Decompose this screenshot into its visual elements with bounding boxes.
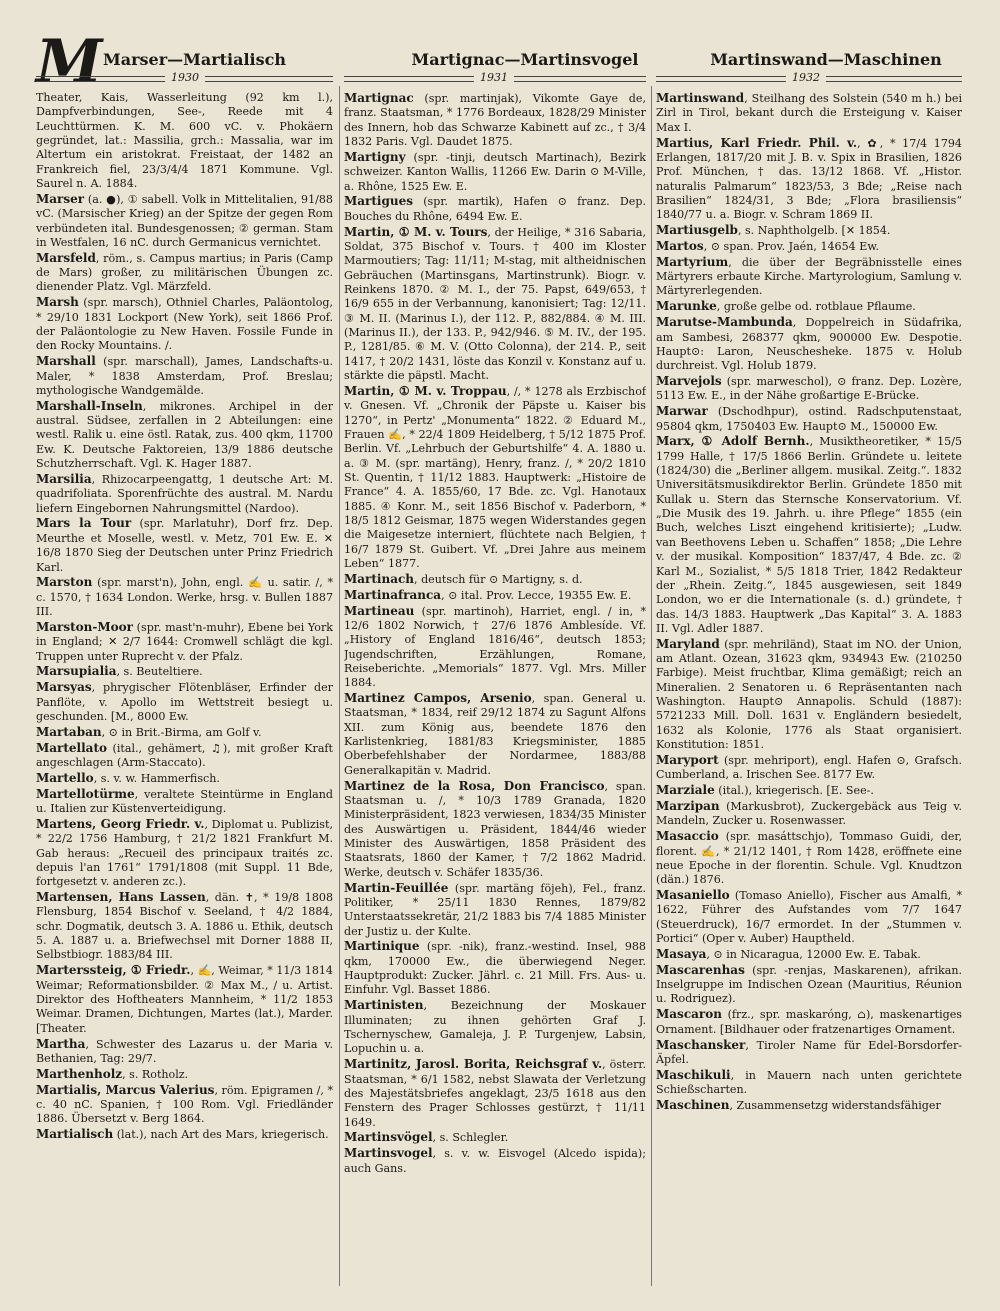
dictionary-entry (36, 741, 333, 771)
dictionary-entry (36, 817, 333, 890)
entry-headword: Marx, ① Adolf Bernh. (656, 434, 810, 449)
entry-headword: Martha (36, 1036, 86, 1051)
entry-text: (spr. marschall), James, Landschafts-u. Maler, * 1838 Amsterdam, Prof. Breslau; mythologische Wandgemälde. (36, 355, 333, 397)
entry-headword: Masaya (656, 946, 707, 961)
entry-text: (spr. martik), Hafen ⊙ franz. Dep. Bouches du Rhône, 6494 Ew. E. (344, 195, 646, 223)
entry-headword: Martinisten (344, 998, 424, 1013)
column-divider (651, 86, 652, 1286)
entry-headword: Martinez de la Rosa, Don Francisco (344, 778, 605, 793)
dictionary-entry (36, 1127, 333, 1142)
dictionary-entry (656, 136, 962, 223)
entry-text: , röm. Epigramen ∕, * c. 40 nC. Spanien, † 100 Rom. Vgl. Friedländer 1886. Übersetzt v. Berg 1864. (36, 1083, 333, 1126)
entry-text: , mikrones. Archipel in der austral. Südsee, zerfallen in 2 Abteilungen: eine westl. Ralik u. eine östl. Ratak, zus. 400 qkm, 11700 Ew. K. Deutsche Faktoreien, 13/9 1886 deutsche Schutzherrschaft. Vgl. K. Hager 1887. (36, 399, 333, 471)
column-number-1: 1930 (165, 72, 205, 84)
entry-headword: Martinez Campos, Arsenio (344, 691, 532, 706)
dictionary-entry (344, 691, 646, 778)
dictionary-entry (344, 779, 646, 880)
entry-text: , Doppelreich in Südafrika, am Sambesi, 268377 qkm, 900000 Ew. Despotie. Haupt⊙: Laron, Neuschesheke. 1875 v. Holub durchreist. Vgl. Holub 1879. (656, 316, 962, 373)
entry-text: , deutsch für ⊙ Martigny, s. d. (414, 572, 583, 586)
dictionary-entry (36, 516, 333, 574)
dictionary-entry (36, 680, 333, 724)
entry-headword: Mars la Tour (36, 516, 132, 531)
entry-text: , phrygischer Flötenbläser, Erfinder der Panflöte, v. Apollo im Wettstreit besiegt u. geschunden. [M., 8000 Ew. (36, 681, 333, 723)
entry-headword: Martineau (344, 603, 415, 618)
entry-headword: Maschansker (656, 1037, 746, 1052)
entry-headword: Marshall-Inseln (36, 398, 143, 413)
running-head-left: Marser—Martialisch (103, 50, 287, 69)
entry-text: (spr. martäng föjeh), Fel., franz. Politiker, * 25/11 1830 Rennes, 1879/82 Unterstaatssekretär, 21/2 1883 bis 7/4 1885 Minister der Justiz u. der Kulte. (344, 881, 646, 938)
dictionary-entry (656, 434, 962, 636)
entry-headword: Marsupialia (36, 664, 117, 679)
entry-text: (spr. marsch), Othniel Charles, Paläontolog, * 29/10 1831 Lockport (New York), seit 1866 Prof. der Paläontologie zu New Haven. Fossile Funde in den Rocky Mountains. ∕. (36, 296, 333, 353)
entry-text: , s. Rotholz. (122, 1067, 189, 1081)
entry-headword: Martin, ① M. v. Troppau (344, 383, 507, 398)
dictionary-entry (344, 1146, 646, 1176)
entry-headword: Marser (36, 191, 85, 206)
dictionary-entry (344, 1057, 646, 1130)
entry-headword: Martellotürme (36, 786, 135, 801)
entry-headword: Maryport (656, 752, 719, 767)
dictionary-entry (656, 315, 962, 373)
entry-text: (spr. -tinji, deutsch Martinach), Bezirk schweizer. Kanton Wallis, 11266 Ew. Darin ⊙ M-Ville, a. Rhône, 1525 Ew. E. (344, 150, 646, 193)
dictionary-entry (344, 225, 646, 384)
dictionary-entry (656, 1068, 962, 1098)
entry-headword: Martigny (344, 149, 406, 164)
dictionary-entry (344, 384, 646, 571)
entry-headword: Masaniello (656, 888, 730, 903)
entry-text: (spr. mast'n-muhr), Ebene bei York in England; ✕ 2/7 1644: Cromwell schlägt die kgl. Truppen unter Ruprecht v. der Pfalz. (36, 620, 333, 663)
dictionary-entry (656, 637, 962, 753)
entry-headword: Martellato (36, 740, 107, 755)
entry-text: (Dschodhpur), ostind. Radschputenstaat, 95804 qkm, 1750403 Ew. Haupt⊙ M., 150000 Ew. (656, 405, 962, 433)
column-number-3: 1932 (786, 72, 826, 84)
entry-text: , s. Naphtholgelb. [✕ 1854. (737, 224, 891, 238)
entry-text: (Tomaso Aniello), Fischer aus Amalfi, * 1622, Führer des Aufstandes vom 7/7 1647 (Steuerdruck), 16/7 ermordet. In der „Stummen v. Portici“ (Oper v. Auber) Hauptheld. (656, 889, 962, 946)
entry-headword: Martos (656, 238, 704, 253)
column-number-2: 1931 (474, 72, 514, 84)
dictionary-entry (656, 783, 962, 798)
entry-headword: Marutse-Mambunda (656, 315, 793, 330)
entry-text: , große gelbe od. rotblaue Pflaume. (716, 300, 916, 314)
dictionary-entry (36, 399, 333, 472)
dictionary-entry (36, 1037, 333, 1067)
entry-text: , Tiroler Name für Edel-Borsdorfer-Äpfel. (656, 1038, 962, 1066)
dictionary-entry (36, 472, 333, 516)
entry-headword: Martinach (344, 571, 415, 586)
entry-text: , s. v. w. Hammerfisch. (93, 771, 220, 785)
entry-headword: Marsilia (36, 471, 92, 486)
entry-text: (spr. -nik), franz.-westind. Insel, 988 qkm, 170000 Ew., die überwiegend Neger. Hauptprodukt: Zucker. Jährl. c. 21 Mill. Frs. Aus- u. Einfuhr. Vgl. Basset 1886. (344, 940, 646, 997)
entry-headword: Martens, Georg Friedr. v. (36, 816, 205, 831)
entry-text: (spr. Marlatuhr), Dorf frz. Dep. Meurthe et Moselle, westl. v. Metz, 701 Ew. E. ✕ 16/8 1870 Sieg der Deutschen unter Prinz Friedrich Karl. (36, 517, 333, 574)
entry-text: (spr. marweschol), ⊙ franz. Dep. Lozère, 5113 Ew. E., in der Nähe großartige E-Brücke. (656, 375, 962, 403)
dictionary-entry (344, 604, 646, 691)
entry-headword: Martaban (36, 724, 102, 739)
entry-text: (spr. -renjas, Maskarenen), afrikan. Inselgruppe im Indischen Ozean (Mauritius, Réunion u. Rodriguez). (656, 963, 962, 1006)
entry-headword: Martialisch (36, 1127, 114, 1142)
dictionary-entry (36, 1067, 333, 1082)
dictionary-column-2 (344, 91, 646, 1286)
entry-headword: Masaccio (656, 829, 719, 844)
entry-headword: Martiusgelb (656, 223, 738, 238)
dictionary-entry (656, 299, 962, 314)
dictionary-entry (656, 239, 962, 254)
entry-text: (spr. martinjak), Vikomte Gaye de, franz. Staatsman, * 1776 Bordeaux, 1828/29 Minister des Innern, hob das Schwarze Kabinett auf zc., † 3/4 1832 Paris. Vgl. Daudet 1875. (344, 92, 646, 149)
entry-headword: Marston (36, 575, 93, 590)
dictionary-entry (656, 799, 962, 829)
entry-text: (spr. masáttschjo), Tommaso Guidi, der, florent. ✍, * 21/12 1401, † Rom 1428, eröffnete eine neue Epoche in der florentin. Schule. Vgl. Knudtzon (dän.) 1876. (656, 830, 962, 887)
entry-text: (spr. mehriländ), Staat im NO. der Union, am Atlant. Ozean, 31623 qkm, 934943 Ew. (210250 Farbige). Meist fruchtbar, Klima gemäßigt; reich an Mineralien. 2 Senatoren u. 6 Repräsentanten nach Washington. Haupt⊙ Annapolis. Schuld (1887): 5721233 Mill. Doll. 1631 v. Engländern besiedelt, 1632 als Kolonie, 1776 als Staat organisiert. Konstitution: 1851. (656, 637, 962, 752)
dictionary-entry (36, 771, 333, 786)
entry-text: , österr. Staatsman, * 6/1 1582, nebst Slawata der Verletzung des Majestätsbriefes angeklagt, 23/5 1618 aus den Fenstern des Prager Schlosses gestürzt, † 11/11 1649. (344, 1058, 646, 1129)
entry-text: , ⊙ ital. Prov. Lecce, 19355 Ew. E. (441, 588, 632, 602)
entry-text: , ✿, * 17/4 1794 Erlangen, 1817/20 mit J. B. v. Spix in Brasilien, 1826 Prof. München, † das. 13/12 1868. Vf. „Histor. naturalis Palmarum“ 1823/53, 3 Bde; „Reise nach Brasilien“ 1824/31, 3 Bde; „Flora brasiliensis“ 1840/77 u. a. Biogr. v. Schram 1869 II. (656, 136, 962, 222)
entry-text: , span. General u. Staatsman, * 1834, reif 29/12 1874 zu Sagunt Alfons XII. zum König aus, beendete 1876 den Karlistenkrieg, 1881/83 Kriegsminister, 1885 Oberbefehlshaber der Nordarmee, 1883/88 Generalkapitän v. Madrid. (344, 692, 646, 777)
entry-headword: Marshall (36, 354, 96, 369)
entry-headword: Martinafranca (344, 587, 442, 602)
page-letter: M (36, 27, 101, 97)
entry-text: , s. Schlegler. (432, 1131, 509, 1145)
entry-text: , die über der Begräbnisstelle eines Märtyrers erbaute Kirche. Martyrologium, Samlung v. Märtyrerlegenden. (656, 255, 962, 298)
entry-headword: Marthenholz (36, 1066, 123, 1081)
entry-headword: Martignac (344, 91, 414, 105)
dictionary-entry (344, 588, 646, 603)
dictionary-entry (656, 223, 962, 238)
dictionary-entry (36, 963, 333, 1036)
entry-headword: Martialis, Marcus Valerius (36, 1082, 215, 1097)
dictionary-entry (656, 1038, 962, 1068)
entry-headword: Martinsvogel (344, 1146, 433, 1161)
dictionary-entry (656, 404, 962, 434)
entry-text: , s. Beuteltiere. (116, 665, 203, 679)
dictionary-entry (344, 881, 646, 939)
dictionary-entry (656, 1007, 962, 1037)
entry-text: , ⊙ in Nicaragua, 12000 Ew. E. Tabak. (706, 947, 921, 961)
entry-text: , dän. ✝, * 19/8 1808 Flensburg, 1854 Bischof v. Seeland, † 4/2 1884, schr. Dogmatik, deutsch 3. A. 1886 u. Ethik, deutsch 5. A. 1887 u. a. Briefwechsel mit Dorner 1888 II, Selbstbiogr. 1883/84 III. (36, 891, 333, 962)
entry-text: , ⊙ in Brit.-Birma, am Golf v. (101, 725, 262, 739)
dictionary-entry (656, 753, 962, 783)
entry-text: Theater, Kais, Wasserleitung (92 km l.), Dampfverbindungen, See-, Reede mit 4 Leuchttürmen. K. M. 600 vC. v. Phokäern gegründet, lat.: Massilia, grch.: Massalia, war im Altertum ein aristokrat. Freistaat, der 1482 an Frankreich fiel, 23/3/4/4 1871 Kommune. Vgl. Saurel n. A. 1884. (36, 91, 333, 191)
dictionary-entry (656, 91, 962, 135)
dictionary-entry (36, 295, 333, 353)
entry-headword: Martin-Feuillée (344, 880, 449, 895)
entry-text: , Diplomat u. Publizist, * 22/2 1756 Hamburg, † 21/2 1821 Frankfurt M. Gab heraus: „Recueil des principaux traités zc. depuis l'an 1761“ 1791/1808 (mit Suppl. 11 Bde, fortgesetzt v. anderen zc.). (36, 817, 333, 889)
dictionary-entry (36, 354, 333, 398)
dictionary-entry (656, 1098, 962, 1113)
entry-text: , Bezeichnung der Moskauer Illuminaten; zu ihnen gehörten Graf J. Tschernyschew, Gamaleja, J. P. Turgenjew, Labsin, Lopuchin u. a. (344, 999, 646, 1056)
entry-text: , veraltete Steintürme in England u. Italien zur Küstenverteidigung. (36, 787, 333, 815)
entry-text: , röm., s. Campus martius; in Paris (Camp de Mars) großer, zu militärischen Übungen zc. dienender Platz. Vgl. Märzfeld. (36, 251, 333, 294)
dictionary-entry (656, 829, 962, 887)
entry-text: (spr. marst'n), John, engl. ✍ u. satir. ∕, * c. 1570, † 1634 London. Werke, hrsg. v. Bullen 1887 III. (36, 576, 333, 619)
entry-headword: Martinitz, Jarosl. Borita, Reichsgraf v. (344, 1057, 603, 1072)
entry-text: (Markusbrot), Zuckergebäck aus Teig v. Mandeln, Zucker u. Rosenwasser. (656, 800, 962, 828)
entry-headword: Marsfeld (36, 250, 96, 265)
dictionary-entry (344, 91, 646, 149)
entry-text: , ✍, Weimar, * 11/3 1814 Weimar; Reformationsbilder. ② Max M., ∕ u. Artist. Direktor des Hoftheaters Mannheim, * 11/2 1853 Weimar. Dramen, Dichtungen, Martes (lat.), Marder. [Theater. (36, 964, 333, 1035)
entry-text: , Rhizocarpeengattg, 1 deutsche Art: M. quadrifoliata. Sporenfrüchte des austral. M. Nardu liefern Eingebornen Nahrungsmittel (Nardoo). (36, 472, 333, 515)
dictionary-entry (36, 91, 333, 191)
entry-headword: Martius, Karl Friedr. Phil. v. (656, 135, 858, 150)
dictionary-entry (36, 620, 333, 664)
entry-text: (spr. martinoh), Harriet, engl. ∕ in, * 12/6 1802 Norwich, † 27/6 1876 Amblesíde. Vf. „History of England 1816/46“, deutsch 1853; Jugendschriften, Erzählungen, Romane, Reiseberichte. „Memorials“ 1877. Vgl. Mrs. Miller 1884. (344, 604, 646, 690)
entry-text: , ⊙ span. Prov. Jaén, 14654 Ew. (703, 239, 880, 253)
entry-headword: Marston-Moor (36, 619, 134, 634)
entry-text: , s. v. w. Eisvogel (Alcedo ispida); auch Gans. (344, 1147, 646, 1175)
dictionary-entry (344, 939, 646, 997)
entry-headword: Martensen, Hans Lassen (36, 890, 206, 905)
entry-headword: Marzipan (656, 799, 720, 813)
dictionary-entry (36, 725, 333, 740)
entry-headword: Maryland (656, 636, 720, 651)
dictionary-entry (656, 963, 962, 1007)
running-head-center: Martignac—Martinsvogel (411, 50, 639, 69)
entry-headword: Martinique (344, 939, 420, 954)
entry-headword: Marsyas (36, 680, 92, 695)
entry-headword: Martigues (344, 194, 413, 209)
entry-text: , Schwester des Lazarus u. der Maria v. Bethanien, Tag: 29/7. (36, 1037, 333, 1065)
dictionary-entry (36, 890, 333, 963)
entry-headword: Marziale (656, 783, 715, 798)
entry-text: (ital., gehämert, ♫), mit großer Kraft angeschlagen (Arm-Staccato). (36, 741, 333, 769)
entry-headword: Maschikuli (656, 1067, 731, 1082)
entry-headword: Marwar (656, 404, 708, 419)
entry-headword: Marunke (656, 299, 717, 314)
dictionary-entry (36, 575, 333, 619)
dictionary-entry (656, 255, 962, 299)
dictionary-entry (656, 947, 962, 962)
entry-text: , span. Staatsman u. ∕, * 10/3 1789 Granada, 1820 Ministerpräsident, 1823 verwiesen, 1834/35 Minister des Auswärtigen u. Präsident, 1844/46 wieder Minister des Auswärtigen, 1858 Präsident des Staatsrats, 1860 der Kamer, † 7/2 1862 Madrid. Werke, deutsch v. Schäfer 1835/36. (344, 779, 646, 879)
dictionary-entry (36, 664, 333, 679)
dictionary-entry (344, 572, 646, 587)
entry-headword: Marvejols (656, 374, 722, 389)
entry-headword: Mascarenhas (656, 962, 745, 977)
entry-headword: Martinsvögel (344, 1130, 433, 1145)
dictionary-entry (36, 251, 333, 295)
entry-headword: Marterssteig, ① Friedr. (36, 963, 191, 978)
dictionary-entry (344, 998, 646, 1056)
entry-text: , ∕, * 1278 als Erzbischof v. Gnesen. Vf. „Chronik der Päpste u. Kaiser bis 1270“, in Pertz' „Monumenta“ 1822. ② Eduard M., Frauen ✍, * 22/4 1809 Heidelberg, † 5/12 1875 Prof. Berlin. Vf. „Lehrbuch der Geburtshilfe“ 4. A. 1880 u. a. ③ M. (spr. martäng), Henry, franz. ∕, * 20/2 1810 St. Quentin, † 11/12 1883. Hauptwerk: „Histoire de France“ 4. A. 1855/60, 17 Bde. zc. Vgl. Hanotaux 1885. ④ Konr. M., seit 1856 Bischof v. Paderborn, * 18/5 1812 Geismar, 1875 wegen Widerstandes gegen die Maigesetze interniert, flüchtete nach Belgien, † 16/7 1879 St. Guibert. Vf. „Drei Jahre aus meinem Leben“ 1877. (344, 384, 646, 570)
dictionary-entry (656, 888, 962, 946)
dictionary-entry (656, 374, 962, 404)
entry-text: , in Mauern nach unten gerichtete Schießscharten. (656, 1068, 962, 1097)
entry-text: , Steilhang des Solstein (540 m h.) bei Zirl in Tirol, bekant durch die Ersteigung v. Kaiser Max I. (656, 92, 962, 134)
dictionary-entry (36, 192, 333, 250)
dictionary-entry (344, 150, 646, 194)
entry-text: (lat.), nach Art des Mars, kriegerisch. (113, 1128, 329, 1142)
dictionary-column-3 (656, 91, 962, 1286)
entry-text: (spr. mehriport), engl. Hafen ⊙, Grafsch. Cumberland, a. Irischen See. 8177 Ew. (656, 753, 962, 782)
entry-headword: Martin, ① M. v. Tours (344, 224, 488, 239)
entry-headword: Mascaron (656, 1007, 722, 1022)
dictionary-entry (344, 1130, 646, 1145)
entry-headword: Martinswand (656, 91, 745, 105)
dictionary-entry (36, 787, 333, 817)
entry-text: (ital.), kriegerisch. [E. See-. (714, 784, 874, 798)
entry-headword: Marsh (36, 295, 79, 310)
entry-text: (a. ●), ① sabell. Volk in Mittelitalien, 91/88 vC. (Marsischer Krieg) an der Spitze der gegen Rom verbündeten ital. Bundesgenossen; ② german. Stam in Westfalen, 16 nC. durch Germanicus vernichtet. (36, 192, 333, 249)
entry-text: , der Heilige, * 316 Sabaria, Soldat, 375 Bischof v. Tours. † 400 im Kloster Marmoutiers; Tag: 11/11; M-stag, mit altheidnischen Gebräuchen (Martinsgans, Martinstrunk). Biogr. v. Reinkens 1870. ② M. I., der 75. Papst, 649/653, † 16/9 655 in der Verbannung, kanonisiert; Tag: 12/11. ③ M. II. (Marinus I.), der 112. P., 882/884. ④ M. III. (Marinus II.), der 133. P., 942/946. ⑤ M. IV., der 195. P., 1281/85. ⑥ M. V. (Otto Colonna), der 214. P., seit 1417, † 20/2 1431, löste das Konzil v. Konstanz auf u. stärkte die päpstl. Macht. (344, 225, 646, 383)
entry-headword: Martello (36, 770, 94, 785)
entry-headword: Maschinen (656, 1097, 730, 1112)
entry-headword: Martyrium (656, 254, 729, 269)
dictionary-column-1 (36, 91, 333, 1286)
column-divider (339, 86, 340, 1286)
entry-text: , Zusammensetzg widerstandsfähiger (729, 1098, 941, 1112)
entry-text: (frz., spr. maskaróng, ⌂), maskenartiges Ornament. [Bildhauer oder fratzenartiges Ornament. (656, 1008, 962, 1036)
dictionary-entry (344, 194, 646, 224)
entry-text: , Musiktheoretiker, * 15/5 1799 Halle, † 17/5 1866 Berlin. Gründete u. leitete (1824/30) die „Berliner allgem. musikal. Zeitg.“. 1832 Universitätsmusikdirektor Berlin. Gründete 1850 mit Kullak u. Stern das Sternsche Konservatorium. Vf. „Die Musik des 19. Jahrh. u. ihre Pflege“ 1855 (ein Buch, welches Liszt eingehend kritisierte); „Ludw. van Beethovens Leben u. Schaffen“ 1858; „Die Lehre v. der musikal. Komposition“ 1837/47, 4 Bde. zc. ② Karl M., Sozialist, * 5/5 1818 Trier, 1842 Redakteur der „Rhein. Zeitg.“, 1845 ausgewiesen, seit 1849 London, wo er die Internationale (s. d.) gründete, † das. 14/3 1883. Hauptwerk „Das Kapital“ 3. A. 1883 II. Vgl. Adler 1887. (656, 435, 962, 635)
dictionary-entry (36, 1083, 333, 1127)
running-head-right: Martinswand—Maschinen (710, 50, 942, 69)
